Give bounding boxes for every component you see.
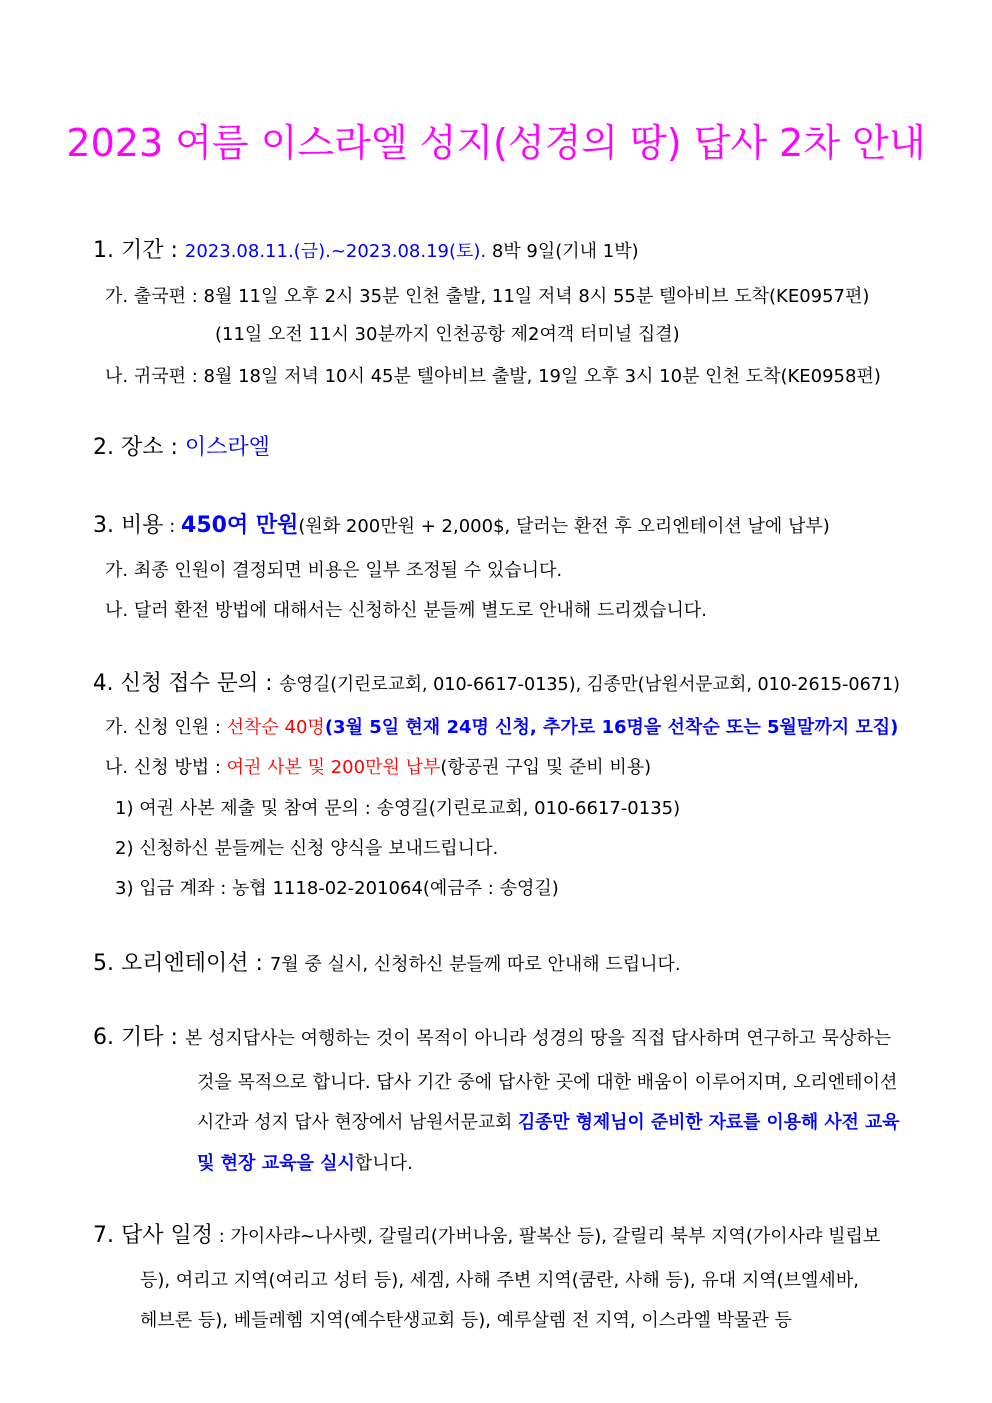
- method-prefix: 나. 신청 방법 :: [105, 757, 227, 778]
- section-cost: [93, 508, 830, 539]
- itinerary-label: 7. 답사 일정: [93, 1223, 213, 1248]
- itinerary-line-3: 헤브론 등), 베들레헴 지역(예수탄생교회 등), 예루살렘 전 지역, 이스라엘 박물관 등: [140, 1310, 792, 1331]
- page-title: 2023 여름 이스라엘 성지(성경의 땅) 답사 2차 안내: [66, 121, 926, 165]
- other-line-4-text: 합니다.: [354, 1153, 413, 1174]
- return-flight: 나. 귀국편 : 8월 18일 저녁 10시 45분 텔아비브 출발, 19일 오후 3시 10분 인천 도착(KE0958편): [105, 366, 881, 387]
- cost-colon: :: [163, 516, 182, 537]
- method-item-1: 1) 여권 사본 제출 및 참여 문의 : 송영길(기린로교회, 010-6617-0135): [115, 798, 681, 819]
- headcount-status: (3월 5일 현재 24명 신청, 추가로 16명을 선착순 또는 5월말까지 모집): [324, 717, 899, 738]
- section-other: [93, 1020, 891, 1051]
- other-label: 6. 기타 :: [93, 1025, 185, 1050]
- other-line-2: 것을 목적으로 합니다. 답사 기간 중에 답사한 곳에 대한 배움이 이루어지며, 오리엔테이션: [197, 1072, 898, 1093]
- application-headcount: [105, 713, 898, 739]
- application-label: 4. 신청 접수 문의 :: [93, 671, 280, 696]
- method-note: (항공권 구입 및 준비 비용): [440, 757, 652, 778]
- cost-detail: (원화 200만원 + 2,000$, 달러는 환전 후 오리엔테이션 날에 납부): [298, 516, 830, 537]
- period-duration: 8박 9일(기내 1박): [486, 241, 639, 262]
- other-line-3-text: 시간과 성지 답사 현장에서 남원서문교회: [197, 1112, 518, 1133]
- section-period: [93, 233, 639, 264]
- method-item-3: 3) 입금 계좌 : 농협 1118-02-201064(예금주 : 송영길): [115, 878, 559, 899]
- cost-note-a: 가. 최종 인원이 결정되면 비용은 일부 조정될 수 있습니다.: [105, 560, 563, 581]
- application-method: [105, 753, 651, 779]
- cost-value: 450여 만원: [181, 513, 299, 538]
- other-line-4: [197, 1149, 413, 1175]
- period-dates: 2023.08.11.(금).~2023.08.19(토).: [184, 241, 487, 262]
- itinerary-line-2: 등), 여리고 지역(여리고 성터 등), 세겜, 사해 주변 지역(쿰란, 사해 등), 유대 지역(브엘세바,: [140, 1270, 859, 1291]
- section-application: [93, 666, 900, 697]
- orientation-text: 7월 중 실시, 신청하신 분들께 따로 안내해 드립니다.: [269, 954, 681, 975]
- location-label: 2. 장소 :: [93, 435, 185, 460]
- cost-label: 3. 비용: [93, 513, 164, 538]
- section-itinerary: [93, 1218, 880, 1249]
- period-label: 1. 기간 :: [93, 238, 185, 263]
- departure-gathering-note: (11일 오전 11시 30분까지 인천공항 제2여객 터미널 집결): [215, 324, 680, 345]
- method-item-2: 2) 신청하신 분들께는 신청 양식을 보내드립니다.: [115, 838, 499, 859]
- section-location: [93, 430, 270, 461]
- other-line-3-highlight: 김종만 형제님이 준비한 자료를 이용해 사전 교육: [517, 1112, 900, 1133]
- other-line-1: 본 성지답사는 여행하는 것이 목적이 아니라 성경의 땅을 직접 답사하며 연구하고 묵상하는: [184, 1028, 892, 1049]
- headcount-value: 선착순 40명: [226, 717, 325, 738]
- section-orientation: [93, 946, 681, 977]
- itinerary-line-1: : 가이사랴~나사렛, 갈릴리(가버나움, 팔복산 등), 갈릴리 북부 지역(가이사랴 빌립보: [213, 1226, 881, 1247]
- application-contact: 송영길(기린로교회, 010-6617-0135), 김종만(남원서문교회, 010-2615-0671): [279, 674, 900, 695]
- orientation-label: 5. 오리엔테이션 :: [93, 951, 270, 976]
- other-line-4-highlight: 및 현장 교육을 실시: [197, 1153, 355, 1174]
- method-value: 여권 사본 및 200만원 납부: [226, 757, 441, 778]
- other-line-3: [197, 1108, 899, 1134]
- headcount-prefix: 가. 신청 인원 :: [105, 717, 227, 738]
- departure-flight: 가. 출국편 : 8월 11일 오후 2시 35분 인천 출발, 11일 저녁 8시 55분 텔아비브 도착(KE0957편): [105, 286, 870, 307]
- cost-note-b: 나. 달러 환전 방법에 대해서는 신청하신 분들께 별도로 안내해 드리겠습니다.: [105, 600, 707, 621]
- location-value: 이스라엘: [184, 435, 270, 460]
